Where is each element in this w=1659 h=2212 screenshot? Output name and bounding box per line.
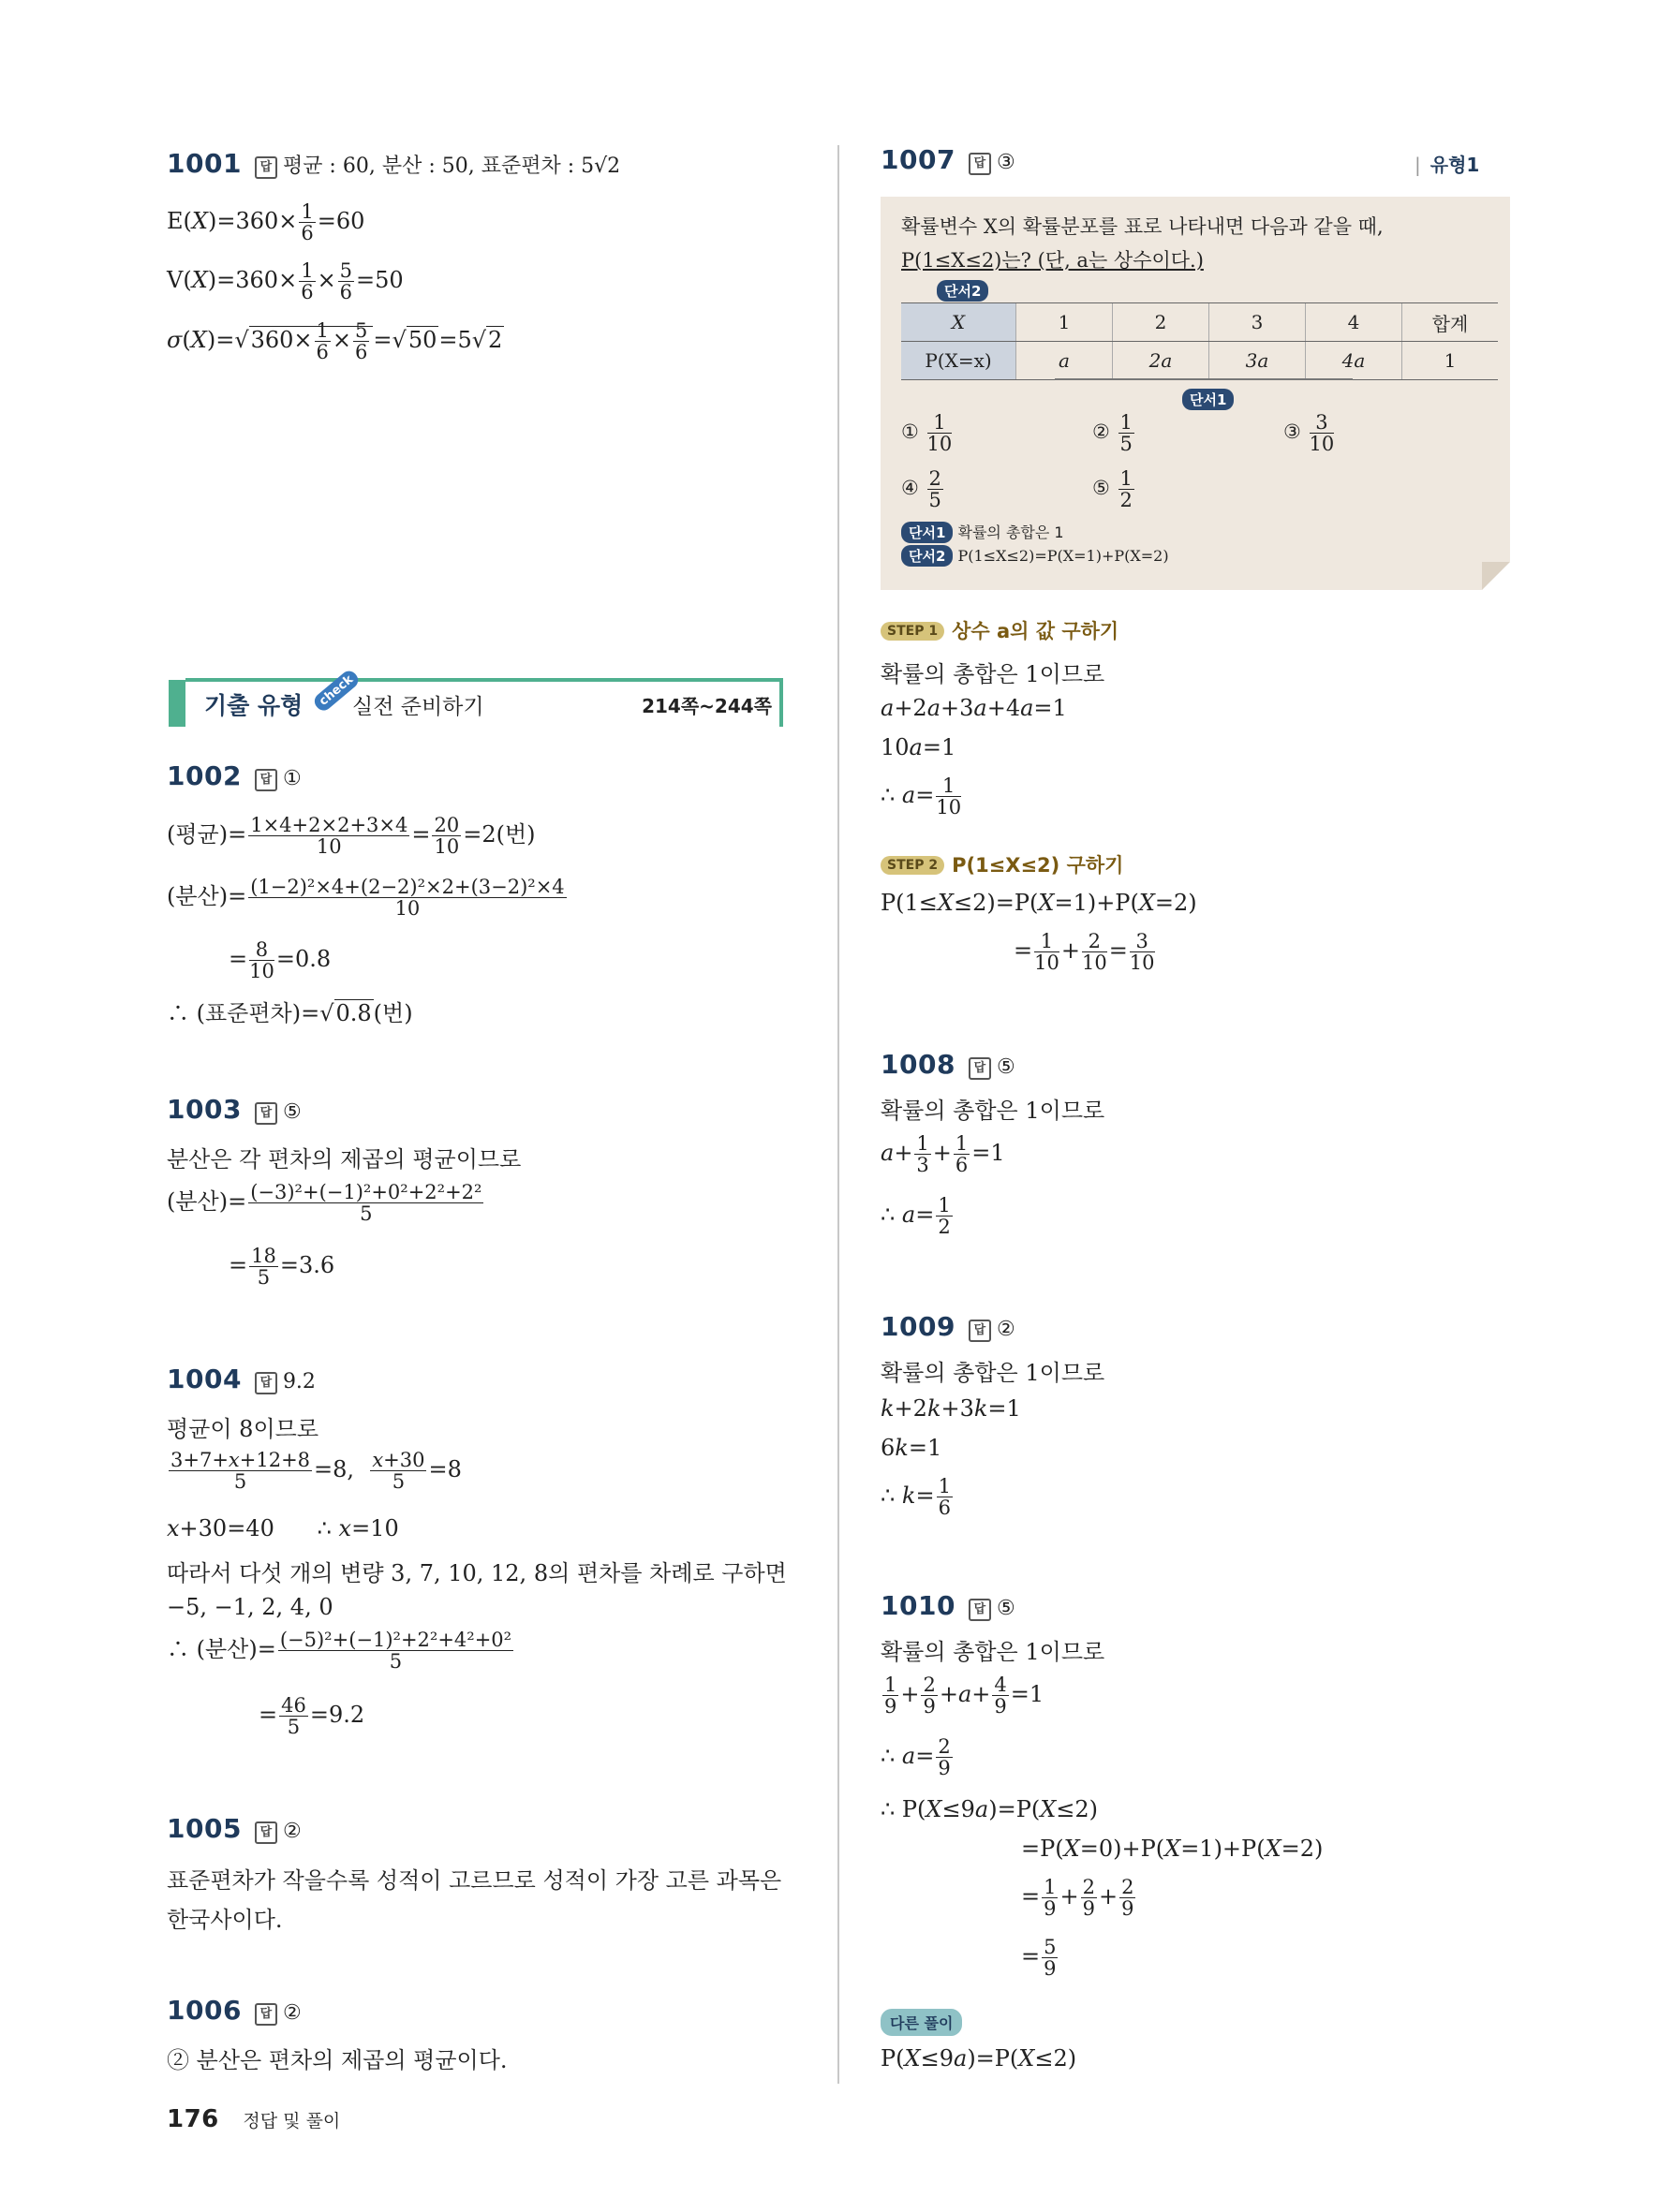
equation-1010-p: ∴ P(X≤9a)=P(X≤2) xyxy=(881,1796,1099,1822)
equation-1002-result: = $\frac{8}{10}$ =0.8 xyxy=(229,938,332,983)
column-divider xyxy=(837,145,839,2084)
equation-1009-sum: k+2k+3k=1 xyxy=(881,1395,1021,1422)
equation-1002-stddev: ∴ (표준편차)=√0.8(번) xyxy=(167,1000,413,1026)
clue2-note xyxy=(901,545,1169,567)
equation-1008-a: ∴ a= $\frac{1}{2}$ xyxy=(881,1194,951,1239)
answer-text: ① xyxy=(282,767,302,790)
text-1005-1: 표준편차가 작을수록 성적이 고르므로 성적이 가장 고른 과목은 xyxy=(167,1867,782,1894)
answer-icon: 답 xyxy=(255,156,277,179)
text-1008-total: 확률의 총합은 1이므로 xyxy=(881,1098,1105,1124)
equation-1008-sum: a+ $\frac{1}{3}$ + $\frac{1}{6}$ =1 xyxy=(881,1132,1005,1177)
answer-icon: 답 xyxy=(969,1057,991,1080)
problem-1004-header xyxy=(167,1364,316,1394)
equation-1007-a: ∴ a= $\frac{1}{10}$ xyxy=(881,774,962,819)
problem-number: 1001 xyxy=(167,148,242,179)
clue2-note-text: P(1≤X≤2)=P(X=1)+P(X=2) xyxy=(957,547,1169,565)
equation-1002-variance: (분산)= $\frac{\text{(1−2)²×4+(2−2)²×2+(3−2)²×4}}{10}$ xyxy=(167,876,565,921)
clue1-tag-text: 단서1 xyxy=(1182,389,1234,410)
equation-1010-alt: P(X≤9a)=P(X≤2) xyxy=(881,2045,1077,2072)
table-cell: 4a xyxy=(1306,342,1402,380)
answer-icon: 답 xyxy=(255,769,277,791)
table-cell: 2a xyxy=(1113,342,1209,380)
problem-1003-header xyxy=(167,1094,302,1125)
problem-number: 1004 xyxy=(167,1364,242,1394)
step1-heading xyxy=(881,616,1118,644)
table-head-cell: 1 xyxy=(1016,303,1113,342)
section-title: 기출 유형 xyxy=(204,692,304,719)
alt-solution-tag xyxy=(881,2008,962,2036)
equation-variance: V(X)=360× $\frac{1}{6}$ × $\frac{5}{6}$ =50 xyxy=(167,259,404,304)
type-label-text: 유형1 xyxy=(1429,154,1480,176)
page-number: 176 xyxy=(167,2105,219,2133)
answer-text: ② xyxy=(282,1820,302,1843)
answer-text: ② xyxy=(282,2001,302,2025)
choice-5: ⑤ $\frac{1}{2}$ xyxy=(1092,467,1133,512)
text-1004-2: 따라서 다섯 개의 변량 3, 7, 10, 12, 8의 편차를 차례로 구하면 xyxy=(167,1560,787,1586)
table-head-cell: 2 xyxy=(1113,303,1209,342)
step1-tag: STEP 1 xyxy=(881,622,944,641)
equation-stddev: σ(X)=√360× $\frac{1}{6}$ × $\frac{5}{6}$ =√50=5√2 xyxy=(167,319,503,364)
question-line-1: 확률변수 X의 확률분포를 표로 나타내면 다음과 같을 때, xyxy=(901,215,1384,238)
answer-icon: 답 xyxy=(255,1102,277,1125)
table-row xyxy=(901,303,1498,342)
choice-1: ① $\frac{1}{10}$ xyxy=(901,411,953,456)
answer-icon: 답 xyxy=(255,1372,277,1394)
text-1004-1: 평균이 8이므로 xyxy=(167,1416,319,1442)
clue1-tag-table xyxy=(1182,384,1234,410)
clue2-note-tag: 단서2 xyxy=(901,545,953,567)
clue1-note-tag: 단서1 xyxy=(901,522,953,543)
text-1010-total: 확률의 총합은 1이므로 xyxy=(881,1639,1105,1665)
answer-text: 평균 : 60, 분산 : 50, 표준편차 : 5√2 xyxy=(282,155,621,178)
equation-1003-result: = $\frac{18}{5}$ =3.6 xyxy=(229,1245,335,1290)
text-1006: ② 분산은 편차의 제곱의 평균이다. xyxy=(167,2047,508,2073)
footer xyxy=(167,2105,340,2133)
problem-1007-header xyxy=(881,144,1015,175)
distribution-table xyxy=(901,302,1498,380)
problem-1002-header xyxy=(167,760,302,791)
answer-text: ⑤ xyxy=(996,1597,1015,1620)
problem-number: 1008 xyxy=(881,1049,955,1080)
answer-icon: 답 xyxy=(969,1599,991,1621)
table-cell: P(X=x) xyxy=(901,342,1016,380)
equation-1004-x: x+30=40 ∴ x=10 xyxy=(167,1515,399,1541)
equation-1010-p3: = $\frac{1}{9}$ + $\frac{2}{9}$ + $\frac{2}{9}$ xyxy=(1021,1876,1134,1921)
problem-number: 1003 xyxy=(167,1094,242,1125)
problem-1001-header xyxy=(167,148,620,179)
choice-2: ② $\frac{1}{5}$ xyxy=(1092,411,1133,456)
clue1-note-text: 확률의 총합은 1 xyxy=(957,524,1064,541)
table-cell: a xyxy=(1016,342,1113,380)
clue2-tag-top xyxy=(937,275,988,302)
choice-3: ③ $\frac{3}{10}$ xyxy=(1283,411,1335,456)
step1-title: 상수 a의 값 구하기 xyxy=(952,620,1119,642)
equation-1010-sum: $\frac{1}{9}$ + $\frac{2}{9}$ +a+ $\frac{4}{9}$ =1 xyxy=(884,1674,1044,1718)
answer-icon: 답 xyxy=(969,153,991,175)
answer-text: ③ xyxy=(996,151,1015,174)
problem-1006-header xyxy=(167,1995,302,2026)
text-1007-total: 확률의 총합은 1이므로 xyxy=(881,661,1105,687)
equation-1007-10a: 10a=1 xyxy=(881,734,956,760)
equation-1007-sum: a+2a+3a+4a=1 xyxy=(881,695,1067,721)
table-cell: 3a xyxy=(1209,342,1306,380)
equation-1010-a: ∴ a= $\frac{2}{9}$ xyxy=(881,1735,951,1780)
step2-heading xyxy=(881,850,1123,878)
footer-label: 정답 및 풀이 xyxy=(243,2111,341,2131)
section-pages: 214쪽~244쪽 xyxy=(642,695,772,717)
text-1005-2: 한국사이다. xyxy=(167,1907,283,1933)
equation-1007-p: P(1≤X≤2)=P(X=1)+P(X=2) xyxy=(881,890,1197,916)
equation-expectation: E(X)=360× $\frac{1}{6}$ =60 xyxy=(167,200,365,245)
problem-1005-header xyxy=(167,1813,302,1844)
problem-1010-header xyxy=(881,1590,1015,1621)
page-fold-corner xyxy=(1482,562,1510,590)
problem-number: 1009 xyxy=(881,1311,955,1342)
table-head-cell: X xyxy=(901,303,1016,342)
table-row xyxy=(901,342,1498,380)
answer-text: ⑤ xyxy=(282,1100,302,1124)
answer-text: 9.2 xyxy=(282,1370,316,1394)
equation-1003-variance: (분산)= $\frac{\text{(−3)²+(−1)²+0²+2²+2²}}{5}$ xyxy=(167,1181,482,1226)
problem-1009-header xyxy=(881,1311,1015,1342)
choice-4: ④ $\frac{2}{5}$ xyxy=(901,467,941,512)
section-banner xyxy=(167,672,785,729)
answer-icon: 답 xyxy=(969,1320,991,1342)
clue1-note xyxy=(901,521,1064,543)
type-label: | 유형1 xyxy=(1415,154,1480,176)
step2-tag: STEP 2 xyxy=(881,856,944,875)
table-head-cell: 4 xyxy=(1306,303,1402,342)
step2-title: P(1≤X≤2) 구하기 xyxy=(952,854,1124,877)
table-head-cell: 3 xyxy=(1209,303,1306,342)
table-head-cell: 합계 xyxy=(1402,303,1499,342)
answer-text: ⑤ xyxy=(996,1055,1015,1079)
equation-1004-variance: ∴ (분산)= $\frac{\text{(−5)²+(−1)²+2²+4²+0²}}{5}$ xyxy=(167,1629,512,1674)
question-line-2: P(1≤X≤2)는? (단, a는 상수이다.) xyxy=(901,249,1204,272)
answer-text: ② xyxy=(996,1318,1015,1341)
equation-1004-mean: $\frac{3+7+x+12+8}{5}$ =8, $\frac{x+30}{5}$ =8 xyxy=(170,1449,462,1494)
clue1-underline xyxy=(1055,378,1353,380)
check-badge: check xyxy=(311,668,362,714)
answer-icon: 답 xyxy=(255,2003,277,2026)
answer-icon: 답 xyxy=(255,1821,277,1844)
equation-1010-result: = $\frac{5}{9}$ xyxy=(1021,1936,1057,1981)
equation-1010-p2: =P(X=0)+P(X=1)+P(X=2) xyxy=(1021,1836,1324,1862)
text-1003: 분산은 각 편차의 제곱의 평균이므로 xyxy=(167,1146,522,1172)
problem-number: 1007 xyxy=(881,144,955,175)
table-cell: 1 xyxy=(1402,342,1499,380)
problem-number: 1005 xyxy=(167,1813,242,1844)
problem-number: 1010 xyxy=(881,1590,955,1621)
alt-solution-label: 다른 풀이 xyxy=(881,2009,962,2036)
equation-1007-result: = $\frac{1}{10}$ + $\frac{2}{10}$ = $\frac{3}{10}$ xyxy=(1014,930,1155,975)
problem-1008-header xyxy=(881,1049,1015,1080)
equation-1009-k: ∴ k= $\frac{1}{6}$ xyxy=(881,1475,951,1520)
text-1004-3: −5, −1, 2, 4, 0 xyxy=(167,1594,333,1620)
section-subtitle: 실전 준비하기 xyxy=(352,695,484,719)
problem-number: 1002 xyxy=(167,760,242,791)
clue2-tag-text: 단서2 xyxy=(937,280,988,302)
equation-1009-6k: 6k=1 xyxy=(881,1435,942,1461)
problem-number: 1006 xyxy=(167,1995,242,2026)
text-1009-total: 확률의 총합은 1이므로 xyxy=(881,1360,1105,1386)
equation-1004-result: = $\frac{46}{5}$ =9.2 xyxy=(259,1694,365,1739)
equation-1002-mean: (평균)= $\frac{1\times 4+2\times 2+3\times 4}{10}$ = $\frac{20}{10}$ =2(번) xyxy=(167,814,536,859)
